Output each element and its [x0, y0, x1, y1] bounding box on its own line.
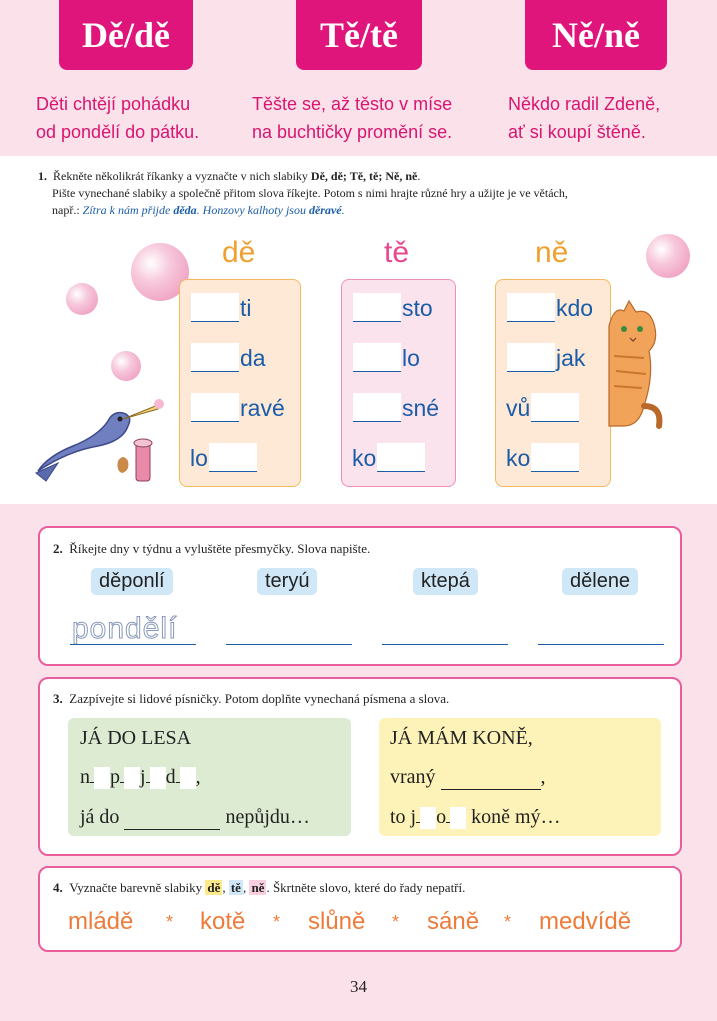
word-fragment: sto	[402, 295, 433, 321]
word-blank[interactable]	[124, 806, 220, 830]
exercise-4-card	[38, 866, 682, 952]
rhyme-te-line2: na buchtičky promění se.	[252, 122, 453, 142]
exercise-1-line3	[38, 202, 568, 219]
song2-text: to j	[390, 806, 417, 828]
column-head-te: tě	[384, 236, 410, 269]
word-option[interactable]: slůně	[308, 908, 366, 935]
column-ne-row	[506, 393, 580, 422]
column-de-row	[190, 393, 285, 422]
traced-word: pondělí	[72, 612, 178, 645]
exercise-1-line2: Pište vynechané slabiky a společně přitom slova říkejte. Potom s nimi hrajte různé hry a užijte je ve větách,	[52, 186, 568, 200]
letter-blank[interactable]	[420, 807, 436, 829]
word-fragment: ti	[240, 295, 252, 321]
exercise-1-line1-text: Řekněte několikrát říkanky a vyznačte v nich slabiky	[53, 169, 311, 183]
column-te-row	[352, 343, 420, 372]
anagram-pill: dělene	[562, 568, 638, 595]
header-box-te	[296, 0, 422, 70]
bubble-decoration	[66, 283, 98, 315]
exercise-1-instructions	[38, 168, 568, 219]
column-head-de: dě	[222, 236, 256, 269]
rhyme-ne-line2: ať si koupí štěně.	[508, 122, 646, 142]
song2-text: ,	[540, 766, 546, 788]
answer-blank[interactable]	[191, 393, 239, 422]
bubble-decoration	[111, 351, 141, 381]
word-fragment: lo	[190, 445, 208, 471]
word-fragment: ravé	[240, 395, 285, 421]
rhyme-de-line2: od pondělí do pátku.	[36, 122, 200, 142]
exercise-3-text: Zazpívejte si lidové písničky. Potom doplňte vynechaná písmena a slova.	[69, 691, 450, 706]
word-option[interactable]: kotě	[200, 908, 246, 935]
song2-title: JÁ MÁM KONĚ,	[390, 727, 533, 749]
song1-comma: ,	[195, 766, 201, 788]
exercise-1-section	[0, 156, 717, 504]
answer-blank[interactable]	[191, 293, 239, 322]
answer-blank[interactable]	[353, 293, 401, 322]
column-ne-row	[506, 293, 593, 322]
letter-blank[interactable]	[180, 767, 196, 789]
answer-line[interactable]	[226, 644, 352, 645]
song2-text: koně mý…	[471, 806, 561, 828]
column-head-ne: ně	[535, 236, 569, 269]
word-fragment: lo	[402, 345, 420, 371]
song1-title: JÁ DO LESA	[80, 727, 192, 749]
exercise-4-text: Vyznačte barevně slabiky	[69, 880, 206, 895]
answer-blank[interactable]	[507, 343, 555, 372]
separator-star: *	[392, 912, 400, 932]
column-de-row	[190, 443, 258, 472]
rhyme-te-line1: Těšte se, až těsto v míse	[252, 94, 453, 114]
answer-blank[interactable]	[191, 343, 239, 372]
page-number: 34	[350, 977, 367, 996]
rhyme-de	[36, 90, 199, 146]
answer-blank[interactable]	[353, 343, 401, 372]
song1-line2	[80, 806, 310, 830]
exercise-1-example-prefix: např.:	[52, 203, 83, 217]
rhyme-ne-line1: Někdo radil Zdeně,	[508, 94, 661, 114]
header-box-de	[59, 0, 193, 70]
word-blank[interactable]	[441, 766, 541, 790]
word-fragment: vů	[506, 395, 531, 421]
letter-blank[interactable]	[150, 767, 166, 789]
anagram-pill: děponlí	[91, 568, 173, 595]
exercise-3-number: 3.	[53, 691, 63, 706]
song2-line1	[390, 766, 546, 790]
exercise-3-card	[38, 677, 682, 856]
song1-letter: d	[165, 766, 176, 788]
letter-blank[interactable]	[124, 767, 140, 789]
syllable-highlight-de: dě	[207, 880, 221, 895]
word-fragment: jak	[556, 345, 586, 371]
answer-blank[interactable]	[209, 443, 257, 472]
syllable-highlight-te: tě	[230, 880, 241, 895]
answer-blank[interactable]	[353, 393, 401, 422]
rhyme-de-line1: Děti chtějí pohádku	[36, 94, 191, 114]
word-fragment: kdo	[556, 295, 594, 321]
song1-line1	[80, 766, 201, 789]
separator-star: *	[504, 912, 512, 932]
word-fragment: ko	[506, 445, 531, 471]
cat-illustration	[604, 296, 664, 436]
rhyme-ne	[508, 90, 660, 146]
rhyme-te	[252, 90, 452, 146]
song2-letter: o	[436, 806, 447, 828]
column-te-row	[352, 393, 439, 422]
letter-blank[interactable]	[94, 767, 110, 789]
header-box-ne	[525, 0, 667, 70]
answer-line[interactable]	[538, 644, 664, 645]
exercise-4-comma: ,	[222, 880, 229, 895]
exercise-1-example-e: .	[341, 203, 345, 217]
song2-line2	[390, 806, 561, 829]
bird-illustration	[28, 391, 178, 491]
song2-text: vraný	[390, 766, 436, 788]
answer-blank[interactable]	[531, 393, 579, 422]
column-de-row	[190, 343, 266, 372]
exercise-1-example-b: děda	[173, 203, 197, 217]
answer-blank[interactable]	[377, 443, 425, 472]
word-option[interactable]: sáně	[427, 908, 480, 935]
exercise-4-instructions	[53, 880, 465, 896]
answer-blank[interactable]	[507, 293, 555, 322]
anagram-pill: teryú	[257, 568, 317, 595]
column-ne-row	[506, 443, 580, 472]
song1-letter: j	[140, 766, 146, 788]
exercise-1-line1-end: .	[417, 169, 421, 183]
exercise-1-number: 1.	[38, 169, 47, 183]
exercise-2-text: Říkejte dny v týdnu a vyluštěte přesmyčky. Slova napište.	[69, 541, 371, 556]
word-option[interactable]: mládě	[68, 908, 134, 935]
word-option[interactable]: medvídě	[539, 908, 632, 935]
separator-star: *	[166, 912, 174, 932]
song1-letter: p	[110, 766, 120, 788]
answer-line[interactable]	[382, 644, 508, 645]
answer-blank[interactable]	[531, 443, 579, 472]
column-ne-row	[506, 343, 585, 372]
syllable-highlight-ne: ně	[251, 880, 265, 895]
anagram-pill: ktepá	[413, 568, 478, 595]
word-fragment: ko	[352, 445, 377, 471]
answer-line[interactable]	[70, 644, 196, 645]
song1-text: nepůjdu…	[225, 806, 310, 828]
exercise-2-number: 2.	[53, 541, 63, 556]
word-fragment: da	[240, 345, 266, 371]
exercise-1-example-c: . Honzovy kalhoty jsou	[196, 203, 309, 217]
word-fragment: sné	[402, 395, 440, 421]
song1-text: já do	[80, 806, 120, 828]
exercise-2-instructions	[53, 541, 370, 557]
exercise-4-comma: ,	[242, 880, 250, 895]
exercise-1-example-a: Zítra k nám přijde	[82, 203, 174, 217]
exercise-2-card	[38, 526, 682, 666]
exercise-3-instructions	[53, 691, 449, 707]
header-box-ne-label: Ně/ně	[552, 15, 640, 55]
column-te-row	[352, 443, 426, 472]
exercise-4-number: 4.	[53, 880, 63, 895]
letter-blank[interactable]	[450, 807, 466, 829]
bubble-decoration	[646, 234, 690, 278]
header-box-te-label: Tě/tě	[320, 15, 398, 55]
header-box-de-label: Dě/dě	[82, 15, 170, 55]
separator-star: *	[273, 912, 281, 932]
exercise-1-example-d: děravé	[308, 203, 342, 217]
exercise-4-text: . Škrtněte slovo, které do řady nepatří.	[266, 880, 466, 895]
exercise-1-syllables: Dě, dě; Tě, tě; Ně, ně	[310, 169, 418, 183]
column-te-row	[352, 293, 433, 322]
column-de-row	[190, 293, 252, 322]
song1-letter: n	[80, 766, 90, 788]
